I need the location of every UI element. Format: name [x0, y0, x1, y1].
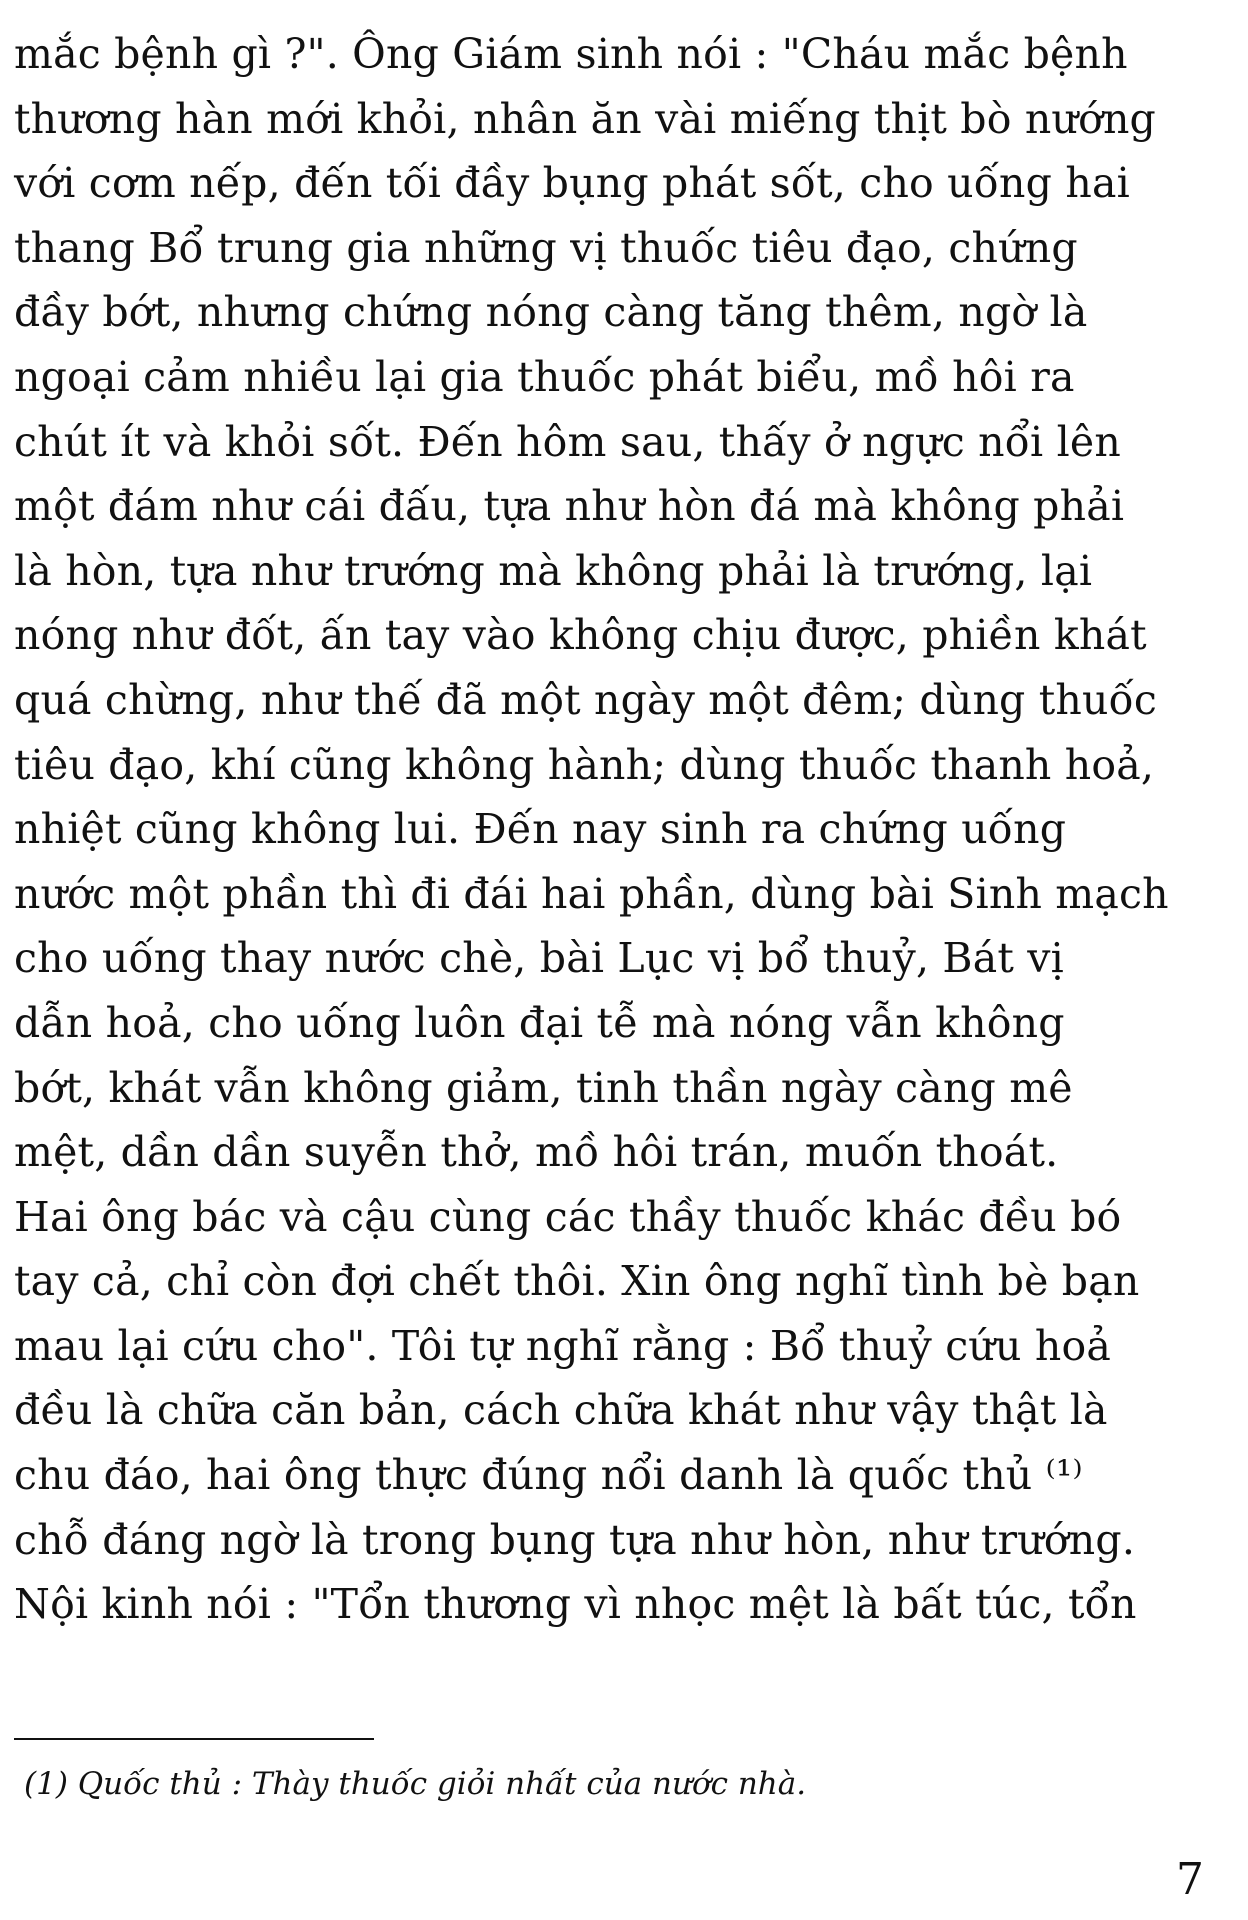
- text-line: tiêu đạo, khí cũng không hành; dùng thuốc thanh hoả,: [14, 740, 1155, 789]
- text-line: chút ít và khỏi sốt. Đến hôm sau, thấy ở ngực nổi lên: [14, 417, 1121, 466]
- text-line: nước một phần thì đi đái hai phần, dùng bài Sinh mạch: [14, 869, 1169, 918]
- text-line: là hòn, tựa như trướng mà không phải là trướng, lại: [14, 546, 1093, 595]
- text-line: bớt, khát vẫn không giảm, tinh thần ngày càng mê: [14, 1063, 1073, 1112]
- text-line: thang Bổ trung gia những vị thuốc tiêu đạo, chứng: [14, 223, 1078, 272]
- footnote: (1) Quốc thủ : Thày thuốc giỏi nhất của nước nhà.: [24, 1766, 807, 1802]
- text-line: mau lại cứu cho". Tôi tự nghĩ rằng : Bổ thuỷ cứu hoả: [14, 1321, 1111, 1370]
- footnote-divider: [14, 1738, 374, 1740]
- text-line: Hai ông bác và cậu cùng các thầy thuốc khác đều bó: [14, 1192, 1122, 1241]
- text-line: Nội kinh nói : "Tổn thương vì nhọc mệt là bất túc, tổn: [14, 1580, 1137, 1629]
- text-line: đầy bớt, nhưng chứng nóng càng tăng thêm, ngờ là: [14, 288, 1088, 337]
- page-number: 7: [1176, 1854, 1204, 1905]
- text-line: với cơm nếp, đến tối đầy bụng phát sốt, cho uống hai: [14, 159, 1130, 208]
- text-line: đều là chữa căn bản, cách chữa khát như vậy thật là: [14, 1386, 1108, 1435]
- text-line: quá chừng, như thế đã một ngày một đêm; dùng thuốc: [14, 675, 1158, 724]
- text-line: thương hàn mới khỏi, nhân ăn vài miếng thịt bò nướng: [14, 94, 1157, 143]
- text-line: ngoại cảm nhiều lại gia thuốc phát biểu, mồ hôi ra: [14, 352, 1075, 401]
- text-line: chỗ đáng ngờ là trong bụng tựa như hòn, như trướng.: [14, 1515, 1136, 1564]
- text-line: dẫn hoả, cho uống luôn đại tễ mà nóng vẫn không: [14, 998, 1065, 1047]
- text-line: một đám như cái đấu, tựa như hòn đá mà không phải: [14, 482, 1125, 531]
- body-text: [14, 22, 1224, 1637]
- text-line: tay cả, chỉ còn đợi chết thôi. Xin ông nghĩ tình bè bạn: [14, 1257, 1140, 1306]
- text-line: chu đáo, hai ông thực đúng nổi danh là quốc thủ ⁽¹⁾: [14, 1451, 1083, 1500]
- text-line: mệt, dần dần suyễn thở, mồ hôi trán, muốn thoát.: [14, 1128, 1059, 1177]
- text-line: cho uống thay nước chè, bài Lục vị bổ thuỷ, Bát vị: [14, 934, 1064, 983]
- text-line: mắc bệnh gì ?". Ông Giám sinh nói : "Cháu mắc bệnh: [14, 30, 1128, 78]
- text-line: nóng như đốt, ấn tay vào không chịu được, phiền khát: [14, 611, 1147, 660]
- text-line: nhiệt cũng không lui. Đến nay sinh ra chứng uống: [14, 805, 1067, 854]
